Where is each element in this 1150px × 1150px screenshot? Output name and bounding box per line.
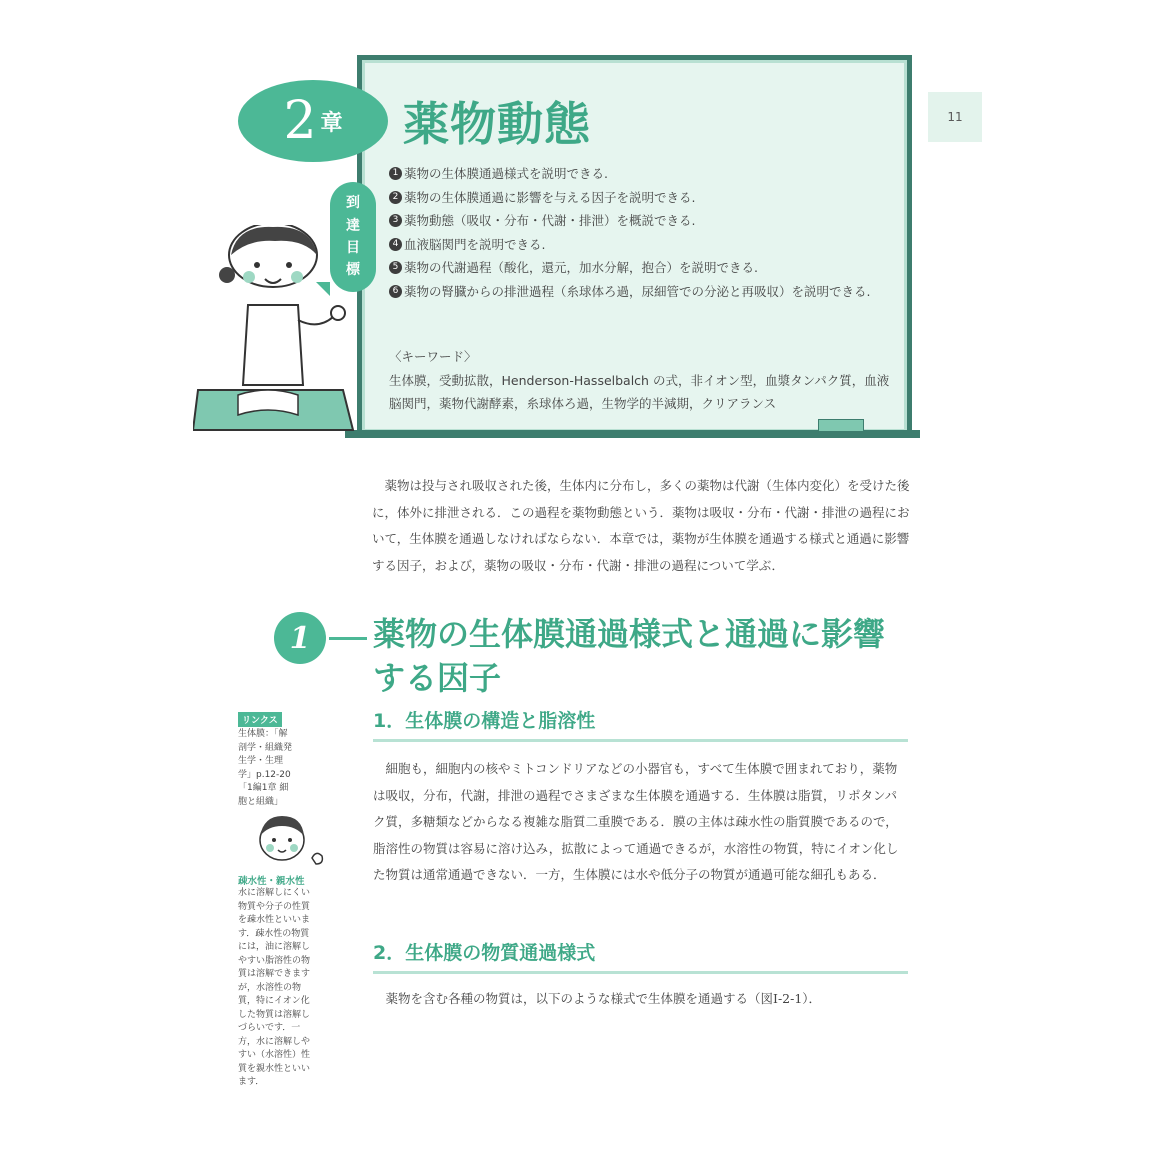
section-rule xyxy=(329,637,367,640)
chapter-number: 2 xyxy=(283,91,317,151)
goals-label-char: 目 xyxy=(346,240,360,256)
goal-number-icon: 4 xyxy=(389,238,402,251)
board-eraser xyxy=(818,419,864,432)
goal-number-icon: 1 xyxy=(389,167,402,180)
keywords-text: 生体膜，受動拡散，Henderson-Hasselbalch の式，非イオン型，血漿タンパク質，血液脳関門，薬物代謝酵素，糸球体ろ過，生物学的半減期，クリアランス xyxy=(389,372,890,411)
side-note-body: 水に溶解しにくい物質や分子の性質を疎水性といいます．疎水性の物質には，油に溶解しやすい脂溶性の物質は溶解できますが，水溶性の物質，特にイオン化した物質は溶解しづらいです．一方，水に溶解しやすい（水溶性）性質を親水性といいます． xyxy=(238,888,311,1087)
goal-text: 薬物動態（吸収・分布・代謝・排泄）を概説できる. xyxy=(404,213,696,228)
section-title: 薬物の生体膜通過様式と通過に影響する因子 xyxy=(373,615,886,697)
chapter-title: 薬物動態 xyxy=(403,97,591,151)
page-number-tab: 11 xyxy=(928,92,982,142)
chapter-badge xyxy=(238,80,388,162)
goal-number-icon: 2 xyxy=(389,191,402,204)
goal-item xyxy=(389,162,894,186)
intro-paragraph: 薬物は投与され吸収された後，生体内に分布し，多くの薬物は代謝（生体内変化）を受けた後に，体外に排泄される．この過程を薬物動態という．薬物は吸収・分布・代謝・排泄の過程において，生体膜を通過しなければならない．本章では，薬物が生体膜を通過する様式と通過に影響する因子，および，薬物の吸収・分布・代謝・排泄の過程について学ぶ． xyxy=(372,478,910,573)
subsection-paragraph: 薬物を含む各種の物質は，以下のような様式で生体膜を通過する（図Ⅰ-2-1）． xyxy=(385,991,822,1006)
goal-text: 薬物の腎臓からの排泄過程（糸球体ろ過，尿細管での分泌と再吸収）を説明できる. xyxy=(404,283,871,299)
side-note-reference: 生体膜：「解剖学・組織発生学・生理学」p.12-20「1編1章 細胞と組織」 xyxy=(238,729,293,807)
goal-item xyxy=(389,280,894,304)
section-number-badge: 1 xyxy=(274,612,326,664)
goals-label-char: 達 xyxy=(346,217,360,234)
goal-item xyxy=(389,233,894,257)
student-illustration xyxy=(193,225,363,440)
goal-text: 薬物の生体膜通過に影響を与える因子を説明できる. xyxy=(404,189,696,205)
student-face-icon xyxy=(252,808,330,870)
goal-item xyxy=(389,186,894,210)
goal-number-icon: 5 xyxy=(389,261,402,274)
subsection-heading: 2．生体膜の物質通過様式 xyxy=(373,938,908,974)
subsection-paragraph: 細胞も，細胞内の核やミトコンドリアなどの小器官も，すべて生体膜で囲まれており，薬物は吸収，分布，代謝，排泄の過程でさまざまな生体膜を通過する．生体膜は脂質，リポタンパク質，多糖類などからなる複雑な脂質二重膜である．膜の主体は疎水性の脂質膜であるので，脂溶性の物質は容易に溶け込み，拡散によって通過できるが，水溶性の物質，特にイオン化した物質は通常通過できない．一方，生体膜には水や低分子の物質が通過可能な細孔もある． xyxy=(373,761,899,882)
keywords-block xyxy=(389,345,894,416)
subsection-heading: 1．生体膜の構造と脂溶性 xyxy=(373,706,908,742)
link-tag: リンクス xyxy=(238,712,282,727)
goal-item xyxy=(389,256,894,280)
goals-label-char: 標 xyxy=(346,262,360,279)
goal-number-icon: 3 xyxy=(389,214,402,227)
keywords-label: 〈キーワード〉 xyxy=(389,349,477,364)
goal-number-icon: 6 xyxy=(389,285,402,298)
goals-label-char: 到 xyxy=(346,195,360,212)
goal-text: 血液脳関門を説明できる. xyxy=(404,236,546,252)
goal-item xyxy=(389,209,894,233)
side-note-term: 疎水性・親水性 xyxy=(238,876,305,887)
goal-text: 薬物の生体膜通過様式を説明できる. xyxy=(404,166,608,181)
chapter-suffix: 章 xyxy=(320,110,343,136)
learning-goals-list xyxy=(389,162,894,303)
goal-text: 薬物の代謝過程（酸化，還元，加水分解，抱合）を説明できる. xyxy=(404,260,758,275)
